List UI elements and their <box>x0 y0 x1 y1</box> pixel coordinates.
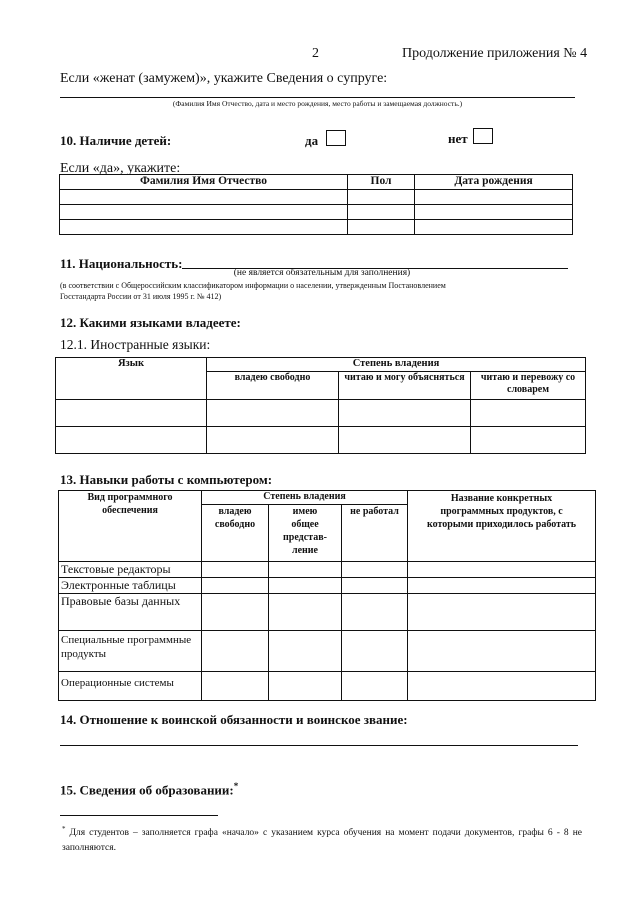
continuation-label: Продолжение приложения № 4 <box>402 46 588 61</box>
children-yes-label: да <box>305 133 319 148</box>
computer-cell[interactable] <box>342 594 408 631</box>
computer-cell[interactable] <box>342 578 408 594</box>
computer-level-general: имею общее представ-ление <box>269 505 342 562</box>
table-row <box>56 427 586 454</box>
children-cell[interactable] <box>415 190 573 205</box>
computer-row-label: Операционные системы <box>59 672 202 701</box>
children-cell[interactable] <box>60 190 348 205</box>
languages-level-read-explain: читаю и могу объясняться <box>339 372 471 400</box>
military-input-line[interactable] <box>60 745 578 746</box>
table-row <box>59 672 596 701</box>
children-cell[interactable] <box>60 205 348 220</box>
table-row <box>59 562 596 578</box>
nationality-note: (не является обязательным для заполнения) <box>233 268 411 278</box>
computer-cell[interactable] <box>408 562 596 578</box>
computer-cell[interactable] <box>408 672 596 701</box>
education-heading-text: 15. Сведения об образовании: <box>60 782 234 798</box>
languages-heading: 12. Какими языками владеете: <box>60 315 241 330</box>
computer-cell[interactable] <box>408 578 596 594</box>
computer-level-never: не работал <box>342 505 408 562</box>
spouse-input-line[interactable] <box>60 97 575 98</box>
computer-cell[interactable] <box>269 594 342 631</box>
computer-cell[interactable] <box>342 562 408 578</box>
children-col-sex: Пол <box>348 175 415 190</box>
education-heading <box>60 781 238 798</box>
computer-cell[interactable] <box>408 594 596 631</box>
table-row <box>60 220 573 235</box>
languages-col-level: Степень владения <box>207 358 586 372</box>
page-number: 2 <box>312 46 319 61</box>
computer-cell[interactable] <box>269 631 342 672</box>
computer-row-label: Специальные программные продукты <box>59 631 202 672</box>
children-cell[interactable] <box>415 205 573 220</box>
computer-col-products: Название конкретных программных продуктов, с которыми приходилось работать <box>408 491 596 562</box>
languages-cell[interactable] <box>339 427 471 454</box>
languages-cell[interactable] <box>56 400 207 427</box>
languages-cell[interactable] <box>471 427 586 454</box>
computer-level-fluent: владею свободно <box>202 505 269 562</box>
computer-col-type: Вид программного обеспечения <box>59 491 202 562</box>
nationality-footnote-2: Госстандарта России от 31 июля 1995 г. № 412) <box>60 292 222 301</box>
languages-col-language: Язык <box>56 358 207 400</box>
computer-cell[interactable] <box>408 631 596 672</box>
footnote-text <box>62 822 582 856</box>
education-footnote-mark: * <box>233 781 239 791</box>
computer-cell[interactable] <box>269 672 342 701</box>
languages-cell[interactable] <box>471 400 586 427</box>
children-no-label: нет <box>448 131 468 146</box>
children-cell[interactable] <box>415 220 573 235</box>
children-yes-checkbox[interactable] <box>326 130 346 146</box>
computer-col-level: Степень владения <box>202 491 408 505</box>
children-cell[interactable] <box>348 220 415 235</box>
children-col-name: Фамилия Имя Отчество <box>60 175 348 190</box>
table-row <box>60 190 573 205</box>
spouse-caption: (Фамилия Имя Отчество, дата и место рождения, место работы и замещаемая должность.) <box>172 99 463 108</box>
computer-cell[interactable] <box>342 631 408 672</box>
languages-level-read-dictionary: читаю и перевожу со словарем <box>471 372 586 400</box>
children-no-checkbox[interactable] <box>473 128 493 144</box>
table-row <box>59 594 596 631</box>
computer-cell[interactable] <box>269 578 342 594</box>
children-cell[interactable] <box>348 190 415 205</box>
nationality-heading: 11. Национальность: <box>60 256 183 271</box>
spouse-prompt: Если «женат (замужем)», укажите Сведения о супруге: <box>60 71 388 86</box>
languages-level-fluent: владею свободно <box>207 372 339 400</box>
children-cell[interactable] <box>348 205 415 220</box>
computer-cell[interactable] <box>202 578 269 594</box>
computer-row-label: Правовые базы данных <box>59 594 202 631</box>
computer-cell[interactable] <box>202 631 269 672</box>
computer-table <box>58 490 596 701</box>
computer-row-label: Электронные таблицы <box>59 578 202 594</box>
children-heading: 10. Наличие детей: <box>60 133 172 148</box>
languages-cell[interactable] <box>207 427 339 454</box>
computer-row-label: Текстовые редакторы <box>59 562 202 578</box>
computer-heading: 13. Навыки работы с компьютером: <box>60 472 273 487</box>
footnote-body: Для студентов – заполняется графа «начало» с указанием курса обучения на момент подачи документов, графы 6 - 8 не заполняются. <box>62 828 582 854</box>
nationality-footnote-1: (в соответствии с Общероссийским классификатором информации о населении, утвержденным Постановлением <box>60 281 446 290</box>
computer-cell[interactable] <box>342 672 408 701</box>
children-if-yes: Если «да», укажите: <box>60 161 181 176</box>
languages-cell[interactable] <box>56 427 207 454</box>
children-col-dob: Дата рождения <box>415 175 573 190</box>
table-row <box>60 205 573 220</box>
languages-table <box>55 357 586 454</box>
military-heading: 14. Отношение к воинской обязанности и воинское звание: <box>60 712 408 727</box>
computer-cell[interactable] <box>202 672 269 701</box>
languages-cell[interactable] <box>339 400 471 427</box>
computer-cell[interactable] <box>269 562 342 578</box>
footnote-divider <box>60 815 218 816</box>
children-table <box>59 174 573 235</box>
children-cell[interactable] <box>60 220 348 235</box>
computer-cell[interactable] <box>202 594 269 631</box>
table-row <box>59 631 596 672</box>
footnote-mark: * <box>62 825 66 833</box>
computer-cell[interactable] <box>202 562 269 578</box>
table-row <box>56 400 586 427</box>
languages-subheading: 12.1. Иностранные языки: <box>60 337 211 352</box>
languages-cell[interactable] <box>207 400 339 427</box>
table-row <box>59 578 596 594</box>
